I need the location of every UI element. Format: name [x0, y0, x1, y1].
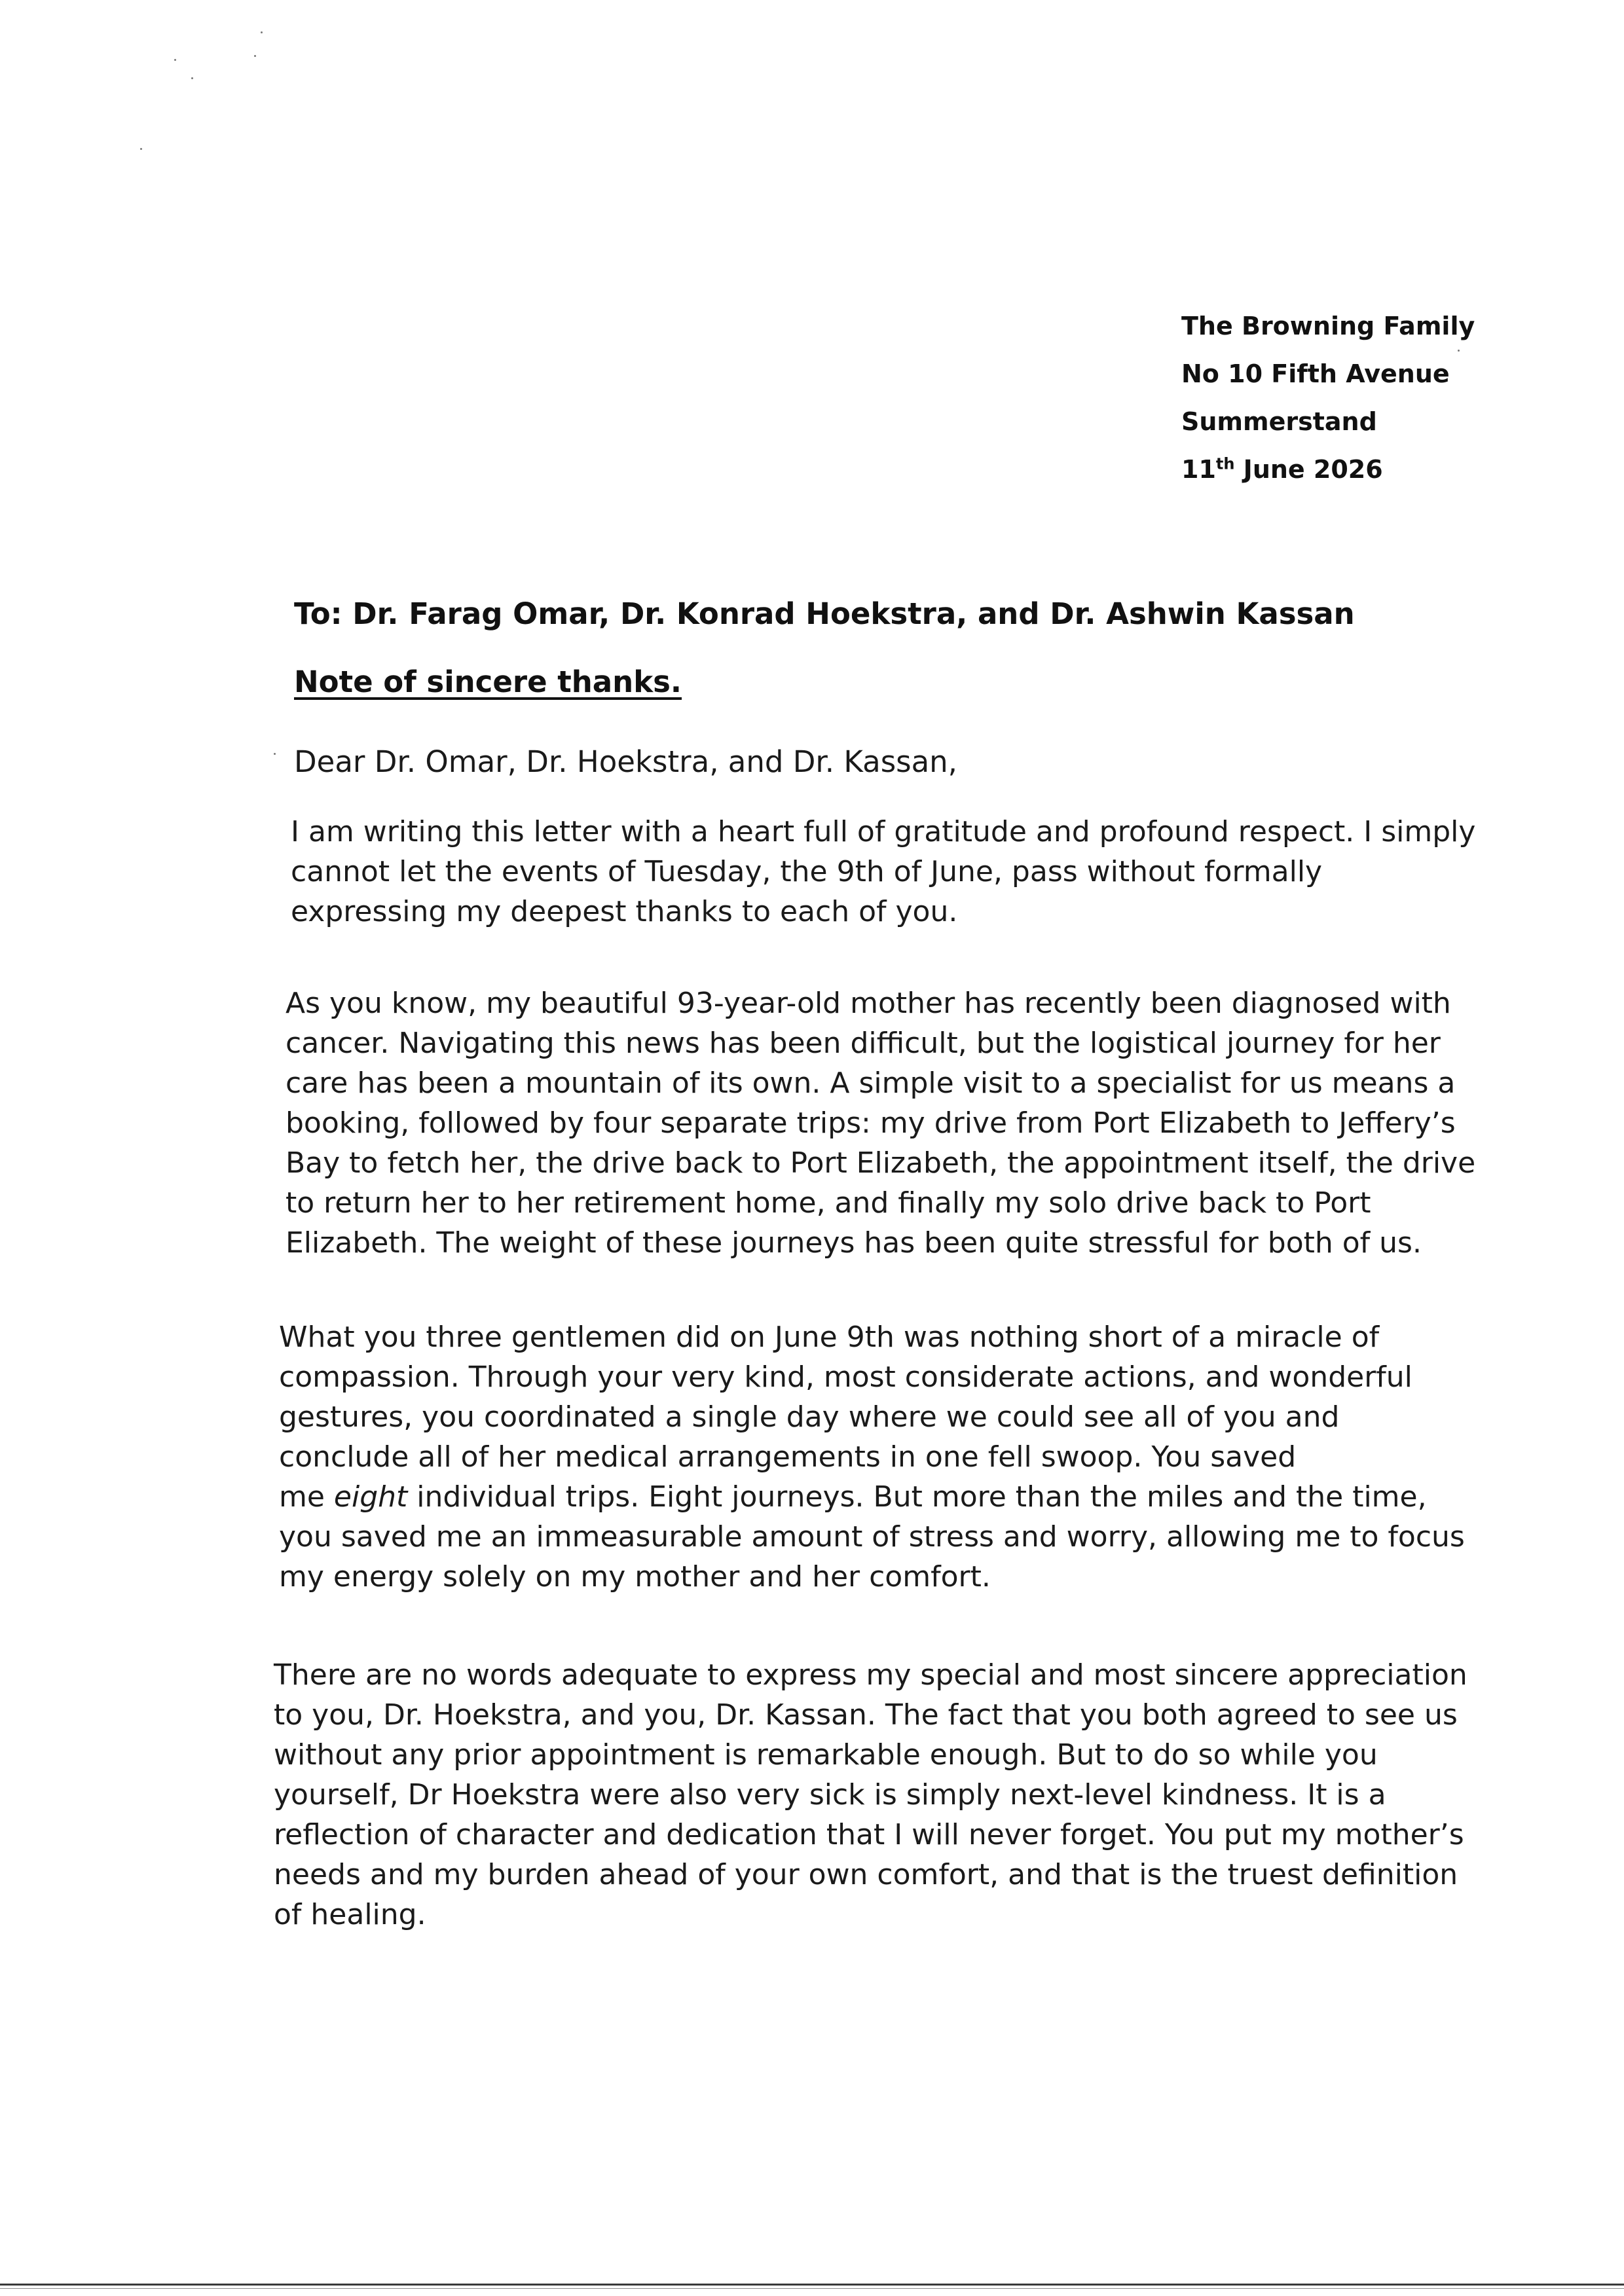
scan-edge-line	[0, 2284, 1624, 2286]
scan-speck	[274, 753, 276, 755]
paragraph-line: reflection of character and dedication that I will never forget. You put my mother’s	[274, 1818, 1464, 1851]
date-month-year: June 2026	[1234, 455, 1383, 484]
paragraph-line: I am writing this letter with a heart full of gratitude and profound respect. I simply	[291, 815, 1476, 848]
paragraph-line: As you know, my beautiful 93-year-old mother has recently been diagnosed with	[286, 987, 1451, 1020]
scan-edge-line	[0, 2288, 1624, 2289]
sender-town: Summerstand	[1181, 407, 1377, 436]
paragraph-4	[274, 1655, 1467, 1935]
paragraph-line: Bay to fetch her, the drive back to Port Elizabeth, the appointment itself, the drive	[286, 1146, 1476, 1180]
paragraph-line: to you, Dr. Hoekstra, and you, Dr. Kassan. The fact that you both agreed to see us	[274, 1698, 1458, 1732]
paragraph-2	[286, 983, 1476, 1263]
sender-address	[1181, 302, 1475, 494]
paragraph-line: to return her to her retirement home, and finally my solo drive back to Port	[286, 1186, 1371, 1220]
scan-speck	[174, 59, 176, 61]
paragraph-line: booking, followed by four separate trips: my drive from Port Elizabeth to Jeffery’s	[286, 1106, 1456, 1140]
scan-speck	[191, 77, 193, 79]
paragraph-line: Elizabeth. The weight of these journeys has been quite stressful for both of us.	[286, 1226, 1422, 1260]
paragraph-line: There are no words adequate to express my special and most sincere appreciation	[274, 1658, 1467, 1692]
paragraph-line: my energy solely on my mother and her comfort.	[279, 1560, 991, 1594]
paragraph-line: What you three gentlemen did on June 9th was nothing short of a miracle of	[279, 1321, 1380, 1354]
scan-speck	[261, 31, 263, 33]
paragraph-line: you saved me an immeasurable amount of stress and worry, allowing me to focus	[279, 1520, 1465, 1554]
paragraph-3	[279, 1317, 1465, 1597]
letter-date	[1181, 446, 1475, 494]
paragraph-line: conclude all of her medical arrangements in one fell swoop. You saved	[279, 1440, 1297, 1474]
paragraph-line: yourself, Dr Hoekstra were also very sick is simply next-level kindness. It is a	[274, 1778, 1386, 1812]
paragraph-line: cannot let the events of Tuesday, the 9th of June, pass without formally	[291, 855, 1323, 888]
paragraph-line: gestures, you coordinated a single day where we could see all of you and	[279, 1400, 1340, 1434]
emphasized-word: eight	[333, 1480, 408, 1514]
scan-speck	[254, 55, 256, 57]
recipients-line: To: Dr. Farag Omar, Dr. Konrad Hoekstra, and Dr. Ashwin Kassan	[294, 596, 1355, 631]
date-day: 11	[1181, 455, 1216, 484]
subject-heading: Note of sincere thanks.	[294, 665, 682, 699]
paragraph-line	[279, 1477, 1458, 1517]
line-text: me	[279, 1480, 334, 1514]
line-text: individual trips. Eight journeys. But more than the miles and the time,	[407, 1480, 1427, 1514]
paragraph-line: of healing.	[274, 1898, 426, 1931]
paragraph-line: expressing my deepest thanks to each of you.	[291, 895, 958, 928]
date-suffix: th	[1215, 454, 1235, 473]
greeting: Dear Dr. Omar, Dr. Hoekstra, and Dr. Kassan,	[294, 744, 957, 779]
scan-speck	[140, 148, 142, 150]
paragraph-line: cancer. Navigating this news has been difficult, but the logistical journey for her	[286, 1027, 1441, 1060]
sender-street: No 10 Fifth Avenue	[1181, 359, 1450, 388]
paragraph-line: needs and my burden ahead of your own comfort, and that is the truest definition	[274, 1858, 1458, 1891]
paragraph-line: without any prior appointment is remarkable enough. But to do so while you	[274, 1738, 1378, 1772]
paragraph-line: care has been a mountain of its own. A simple visit to a specialist for us means a	[286, 1066, 1456, 1100]
paragraph-1	[291, 812, 1476, 932]
paragraph-line: compassion. Through your very kind, most considerate actions, and wonderful	[279, 1360, 1412, 1394]
sender-name: The Browning Family	[1181, 312, 1475, 340]
